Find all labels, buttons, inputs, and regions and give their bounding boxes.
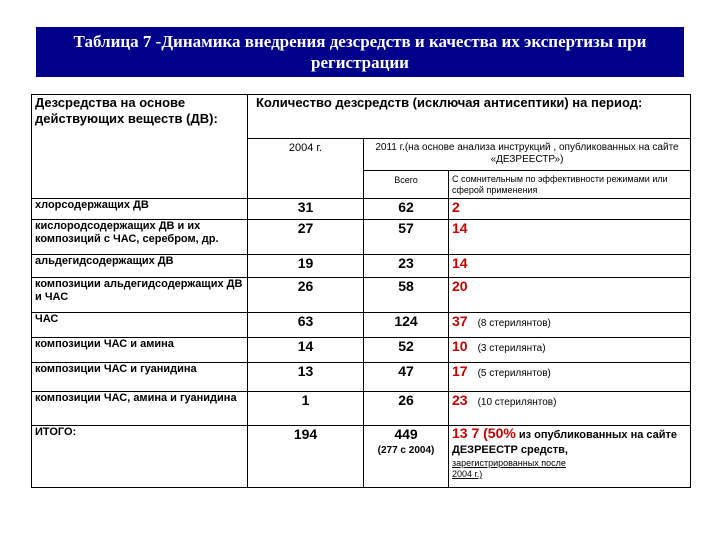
cell-2004: 26 — [248, 278, 364, 313]
total-note-line4: 2004 г.) — [452, 469, 483, 479]
table-row — [32, 392, 691, 426]
doubtful-note: (5 стерилянтов) — [477, 368, 551, 379]
table-row — [32, 255, 691, 278]
total-row — [32, 426, 691, 488]
total-note-line3: зарегистрированных после — [452, 458, 566, 468]
table-row — [32, 363, 691, 392]
doubtful-note: (8 стерилянтов) — [477, 318, 551, 329]
cell-total: 47 — [364, 363, 449, 392]
header-row-1 — [32, 95, 691, 139]
cell-doubtful — [449, 278, 691, 313]
header-2004: 2004 г. — [248, 139, 364, 199]
cell-doubtful — [449, 338, 691, 363]
table-title — [36, 27, 684, 77]
cell-total: 23 — [364, 255, 449, 278]
table-row — [32, 313, 691, 338]
doubtful-value: 10 — [452, 338, 468, 354]
row-label: альдегидсодержащих ДВ — [32, 255, 248, 278]
doubtful-value: 2 — [452, 199, 460, 215]
total-since-2004: (277 с 2004) — [377, 445, 435, 456]
cell-total: 26 — [364, 392, 449, 426]
cell-2004: 19 — [248, 255, 364, 278]
total-total: 449 — [394, 426, 418, 442]
cell-doubtful — [449, 313, 691, 338]
table-row — [32, 220, 691, 255]
cell-doubtful — [449, 363, 691, 392]
header-doubtful: С сомнительным по эффективности режимами или сферой применения — [449, 171, 691, 199]
disinfectants-table — [31, 94, 691, 488]
doubtful-value: 17 — [452, 363, 468, 379]
doubtful-value: 23 — [452, 392, 468, 408]
total-2004: 194 — [248, 426, 364, 488]
doubtful-note: (3 стерилянта) — [477, 343, 546, 354]
title-line-1: Таблица 7 -Динамика внедрения дезсредств и качества их экспертизы при — [73, 32, 647, 51]
doubtful-value: 20 — [452, 278, 468, 294]
doubtful-value: 14 — [452, 220, 468, 236]
doubtful-note: (10 стерилянтов) — [477, 397, 557, 408]
table-row — [32, 199, 691, 220]
header-total: Всего — [364, 171, 449, 199]
row-label: композиции ЧАС и гуанидина — [32, 363, 248, 392]
row-label: ЧАС — [32, 313, 248, 338]
cell-2004: 31 — [248, 199, 364, 220]
cell-doubtful — [449, 255, 691, 278]
total-doubtful-cell — [449, 426, 691, 488]
table-row — [32, 278, 691, 313]
cell-total: 58 — [364, 278, 449, 313]
cell-doubtful — [449, 199, 691, 220]
cell-total: 52 — [364, 338, 449, 363]
row-label: композиции ЧАС, амина и гуанидина — [32, 392, 248, 426]
cell-2004: 27 — [248, 220, 364, 255]
cell-total: 62 — [364, 199, 449, 220]
header-2011: 2011 г.(на основе анализа инструкций , опубликованных на сайте «ДЕЗРЕЕСТР») — [364, 139, 691, 171]
header-quantity: Количество дезсредств (исключая антисептики) на период: — [248, 95, 691, 139]
doubtful-value: 14 — [452, 255, 468, 271]
row-label: композиции альдегидсодержащих ДВ и ЧАС — [32, 278, 248, 313]
cell-2004: 13 — [248, 363, 364, 392]
row-label: хлорсодержащих ДВ — [32, 199, 248, 220]
doubtful-value: 37 — [452, 313, 468, 329]
cell-doubtful — [449, 220, 691, 255]
total-doubtful: 13 7 (50% — [452, 425, 516, 441]
cell-total: 124 — [364, 313, 449, 338]
cell-2004: 14 — [248, 338, 364, 363]
table-row — [32, 338, 691, 363]
total-label: ИТОГО: — [32, 426, 248, 488]
total-note-line2: ДЕЗРЕЕСТР средств, — [452, 444, 568, 456]
total-total-cell — [364, 426, 449, 488]
row-label: композиции ЧАС и амина — [32, 338, 248, 363]
cell-2004: 63 — [248, 313, 364, 338]
title-line-2: регистрации — [311, 53, 409, 72]
header-substances: Дезсредства на основе действующих веществ (ДВ): — [32, 95, 248, 199]
cell-total: 57 — [364, 220, 449, 255]
total-doubtful-rest: из опубликованных на сайте — [515, 429, 678, 441]
cell-doubtful — [449, 392, 691, 426]
row-label: кислородсодержащих ДВ и их композиций с ЧАС, серебром, др. — [32, 220, 248, 255]
cell-2004: 1 — [248, 392, 364, 426]
